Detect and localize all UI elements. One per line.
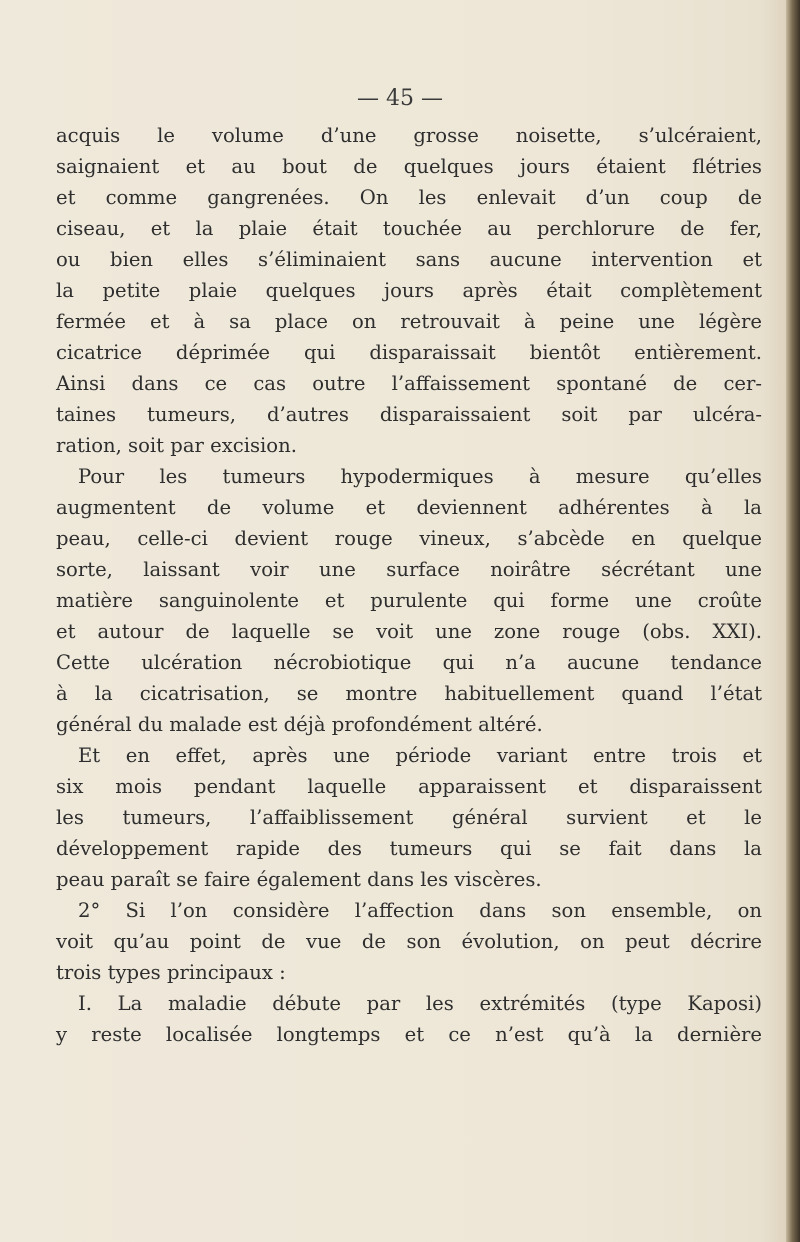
text-line: peau paraît se faire également dans les viscères. [56,868,542,891]
text-line: voit qu’au point de vue de son évolution, on peut décrire [56,930,762,953]
text-line: ou bien elles s’éliminaient sans aucune intervention et [56,248,762,271]
text-line: 2° Si l’on considère l’affection dans son ensemble, on [78,899,762,922]
text-line: et autour de laquelle se voit une zone rouge (obs. XXI). [56,620,762,643]
text-line: peau, celle-ci devient rouge vineux, s’abcède en quelque [56,527,762,550]
page-edge-shadow [786,0,800,1242]
text-line: saignaient et au bout de quelques jours étaient flétries [56,155,762,178]
text-line: à la cicatrisation, se montre habituellement quand l’état [56,682,762,705]
text-line: six mois pendant laquelle apparaissent et disparaissent [56,775,762,798]
text-line: augmentent de volume et deviennent adhérentes à la [56,496,762,519]
text-line: Et en effet, après une période variant entre trois et [78,744,762,767]
text-line: général du malade est déjà profondément altéré. [56,713,543,736]
text-line: Pour les tumeurs hypodermiques à mesure qu’elles [78,465,762,488]
text-line: la petite plaie quelques jours après était complètement [56,279,762,302]
text-line: développement rapide des tumeurs qui se fait dans la [56,837,762,860]
text-line: cicatrice déprimée qui disparaissait bientôt entièrement. [56,341,762,364]
body-text [56,120,762,1050]
text-line: ciseau, et la plaie était touchée au perchlorure de fer, [56,217,762,240]
text-line: taines tumeurs, d’autres disparaissaient soit par ulcéra- [56,403,762,426]
text-line: acquis le volume d’une grosse noisette, s’ulcéraient, [56,124,762,147]
text-line: Ainsi dans ce cas outre l’affaissement spontané de cer- [56,372,762,395]
text-line: Cette ulcération nécrobiotique qui n’a aucune tendance [56,651,762,674]
text-line: I. La maladie débute par les extrémités (type Kaposi) [78,992,762,1015]
text-line: et comme gangrenées. On les enlevait d’un coup de [56,186,762,209]
text-line: matière sanguinolente et purulente qui forme une croûte [56,589,762,612]
text-line: les tumeurs, l’affaiblissement général survient et le [56,806,762,829]
text-line: trois types principaux : [56,961,286,984]
page-number: — 45 — [357,86,443,111]
text-line: fermée et à sa place on retrouvait à peine une légère [56,310,762,333]
text-line: ration, soit par excision. [56,434,297,457]
text-line: sorte, laissant voir une surface noirâtre sécrétant une [56,558,762,581]
text-line: y reste localisée longtemps et ce n’est qu’à la dernière [56,1023,762,1046]
